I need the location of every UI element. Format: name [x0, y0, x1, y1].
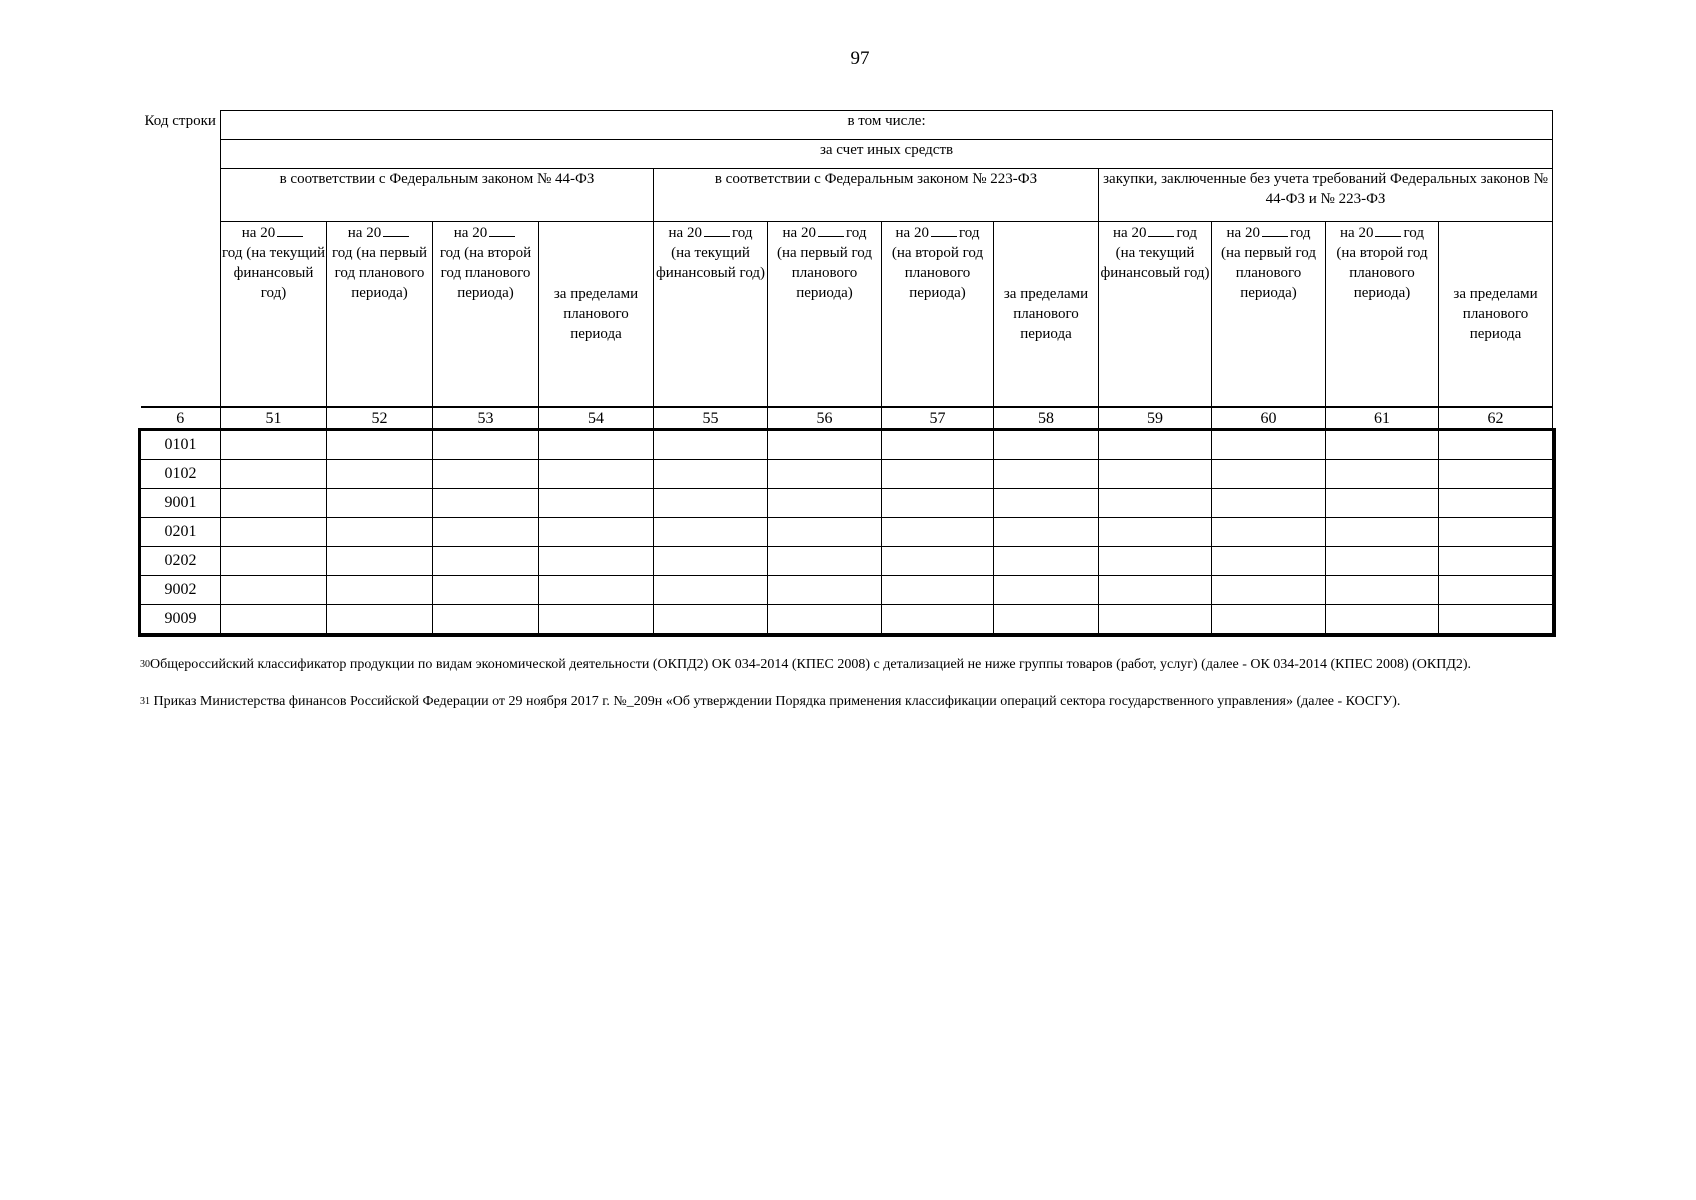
data-cell[interactable]	[654, 489, 768, 518]
data-cell[interactable]	[221, 460, 327, 489]
column-number: 6	[141, 407, 221, 431]
footnote-31-text: Приказ Министерства финансов Российской Федерации от 29 ноября 2017 г. №_209н «Об утверждении Порядка применения классификации операций сектора государственного управления» (далее - КОСГУ).	[153, 694, 1401, 709]
table-row	[141, 460, 1553, 489]
code-column-header: Код строки	[141, 111, 221, 408]
table-row	[141, 518, 1553, 547]
table-row	[141, 547, 1553, 576]
column-number: 59	[1099, 407, 1212, 431]
data-cell[interactable]	[882, 489, 994, 518]
group-223fz-header: в соответствии с Федеральным законом № 223-ФЗ	[654, 169, 1099, 222]
column-number: 55	[654, 407, 768, 431]
data-cell[interactable]	[1099, 431, 1212, 460]
data-cell[interactable]	[1099, 576, 1212, 605]
data-cell[interactable]	[539, 489, 654, 518]
data-cell[interactable]	[768, 547, 882, 576]
col-other-beyond: за пределами планового периода	[1439, 222, 1553, 408]
data-cell[interactable]	[768, 605, 882, 634]
group-without-fz-header: закупки, заключенные без учета требований Федеральных законов № 44-ФЗ и № 223-ФЗ	[1099, 169, 1553, 222]
row-code: 9002	[141, 576, 221, 605]
data-cell[interactable]	[1212, 547, 1326, 576]
data-cell[interactable]	[539, 547, 654, 576]
data-cell[interactable]	[994, 547, 1099, 576]
data-cell[interactable]	[1439, 460, 1553, 489]
data-cell[interactable]	[1212, 576, 1326, 605]
data-cell[interactable]	[1099, 605, 1212, 634]
footnote-30-text: Общероссийский классификатор продукции по видам экономической деятельности (ОКПД2) ОК 034-2014 (КПЕС 2008) с детализацией не ниже группы товаров (работ, услуг) (далее - ОК 034-2014 (КПЕС 2008) (ОКПД2).	[150, 657, 1472, 672]
data-cell[interactable]	[433, 576, 539, 605]
data-cell[interactable]	[654, 460, 768, 489]
data-cell[interactable]	[882, 431, 994, 460]
data-cell[interactable]	[994, 460, 1099, 489]
col-other-current-year: на 20 год (на текущий финансовый год)	[1099, 222, 1212, 408]
data-cell[interactable]	[327, 431, 433, 460]
data-cell[interactable]	[1212, 489, 1326, 518]
col-44-beyond: за пределами планового периода	[539, 222, 654, 408]
data-cell[interactable]	[882, 460, 994, 489]
data-cell[interactable]	[882, 518, 994, 547]
footnote-31-mark: 31	[140, 696, 150, 707]
row-code: 9009	[141, 605, 221, 634]
data-cell[interactable]	[327, 489, 433, 518]
data-cell[interactable]	[1326, 431, 1439, 460]
col-223-first-year: на 20 год (на первый год планового периода)	[768, 222, 882, 408]
data-cell[interactable]	[768, 489, 882, 518]
data-cell[interactable]	[539, 605, 654, 634]
data-cell[interactable]	[433, 460, 539, 489]
data-cell[interactable]	[433, 547, 539, 576]
data-cell[interactable]	[882, 605, 994, 634]
col-44-current-year: на 20 год (на текущий финансовый год)	[221, 222, 327, 408]
group-44fz-header: в соответствии с Федеральным законом № 44-ФЗ	[221, 169, 654, 222]
data-cell[interactable]	[327, 576, 433, 605]
data-cell[interactable]	[1212, 460, 1326, 489]
column-number: 61	[1326, 407, 1439, 431]
column-number: 54	[539, 407, 654, 431]
row-code: 0202	[141, 547, 221, 576]
row-code: 0102	[141, 460, 221, 489]
col-44-first-year: на 20 год (на первый год планового периода)	[327, 222, 433, 408]
data-cell[interactable]	[654, 605, 768, 634]
data-cell[interactable]	[433, 605, 539, 634]
data-cell[interactable]	[221, 576, 327, 605]
col-223-current-year: на 20 год (на текущий финансовый год)	[654, 222, 768, 408]
data-cell[interactable]	[1439, 489, 1553, 518]
data-cell[interactable]	[768, 576, 882, 605]
column-number: 57	[882, 407, 994, 431]
data-cell[interactable]	[327, 547, 433, 576]
row-code: 0101	[141, 431, 221, 460]
footnote-30	[140, 655, 1540, 674]
data-cell[interactable]	[768, 431, 882, 460]
table-row	[141, 576, 1553, 605]
data-cell[interactable]	[221, 547, 327, 576]
col-223-beyond: за пределами планового периода	[994, 222, 1099, 408]
data-cell[interactable]	[994, 576, 1099, 605]
col-other-first-year: на 20 год (на первый год планового периода)	[1212, 222, 1326, 408]
data-cell[interactable]	[1326, 460, 1439, 489]
data-cell[interactable]	[654, 576, 768, 605]
data-cell[interactable]	[654, 518, 768, 547]
data-cell[interactable]	[539, 518, 654, 547]
data-cell[interactable]	[1439, 605, 1553, 634]
footnote-31	[140, 692, 1540, 711]
data-cell[interactable]	[654, 431, 768, 460]
data-cell[interactable]	[882, 576, 994, 605]
data-cell[interactable]	[327, 518, 433, 547]
column-number: 51	[221, 407, 327, 431]
data-cell[interactable]	[994, 431, 1099, 460]
column-number: 53	[433, 407, 539, 431]
data-cell[interactable]	[1439, 547, 1553, 576]
footnote-30-mark: 30	[140, 659, 150, 670]
including-header: в том числе:	[221, 111, 1553, 140]
data-cell[interactable]	[539, 431, 654, 460]
data-cell[interactable]	[1326, 547, 1439, 576]
data-cell[interactable]	[994, 518, 1099, 547]
page-number: 97	[850, 48, 870, 69]
data-cell[interactable]	[221, 518, 327, 547]
col-223-second-year: на 20 год (на второй год планового периода)	[882, 222, 994, 408]
data-cell[interactable]	[1439, 576, 1553, 605]
data-cell[interactable]	[1212, 518, 1326, 547]
data-cell[interactable]	[1326, 518, 1439, 547]
table-row	[141, 489, 1553, 518]
col-44-second-year: на 20 год (на второй год планового периода)	[433, 222, 539, 408]
column-number: 60	[1212, 407, 1326, 431]
col-other-second-year: на 20 год (на второй год планового периода)	[1326, 222, 1439, 408]
data-cell[interactable]	[221, 431, 327, 460]
data-cell[interactable]	[221, 489, 327, 518]
data-cell[interactable]	[1439, 431, 1553, 460]
data-cell[interactable]	[221, 605, 327, 634]
column-number-row	[141, 407, 1553, 431]
data-cell[interactable]	[1326, 605, 1439, 634]
data-cell[interactable]	[1326, 489, 1439, 518]
data-cell[interactable]	[539, 460, 654, 489]
data-cell[interactable]	[768, 460, 882, 489]
row-code: 9001	[141, 489, 221, 518]
data-cell[interactable]	[1212, 431, 1326, 460]
data-cell[interactable]	[327, 460, 433, 489]
data-cell[interactable]	[1439, 518, 1553, 547]
data-rows	[141, 431, 1553, 634]
data-cell[interactable]	[1099, 518, 1212, 547]
data-cell[interactable]	[433, 518, 539, 547]
column-number: 56	[768, 407, 882, 431]
column-number: 62	[1439, 407, 1553, 431]
data-cell[interactable]	[433, 489, 539, 518]
data-cell[interactable]	[1099, 489, 1212, 518]
data-cell[interactable]	[994, 489, 1099, 518]
table-row	[141, 605, 1553, 634]
data-cell[interactable]	[1326, 576, 1439, 605]
data-cell[interactable]	[1212, 605, 1326, 634]
data-cell[interactable]	[882, 547, 994, 576]
data-cell[interactable]	[1099, 460, 1212, 489]
data-cell[interactable]	[1099, 547, 1212, 576]
procurement-form-table	[140, 110, 1553, 634]
data-cell[interactable]	[994, 605, 1099, 634]
data-cell[interactable]	[654, 547, 768, 576]
data-cell[interactable]	[327, 605, 433, 634]
column-number: 58	[994, 407, 1099, 431]
footnotes	[140, 655, 1540, 729]
column-number: 52	[327, 407, 433, 431]
table-row	[141, 431, 1553, 460]
other-funds-header: за счет иных средств	[221, 140, 1553, 169]
data-cell[interactable]	[768, 518, 882, 547]
data-cell[interactable]	[539, 576, 654, 605]
data-cell[interactable]	[433, 431, 539, 460]
row-code: 0201	[141, 518, 221, 547]
